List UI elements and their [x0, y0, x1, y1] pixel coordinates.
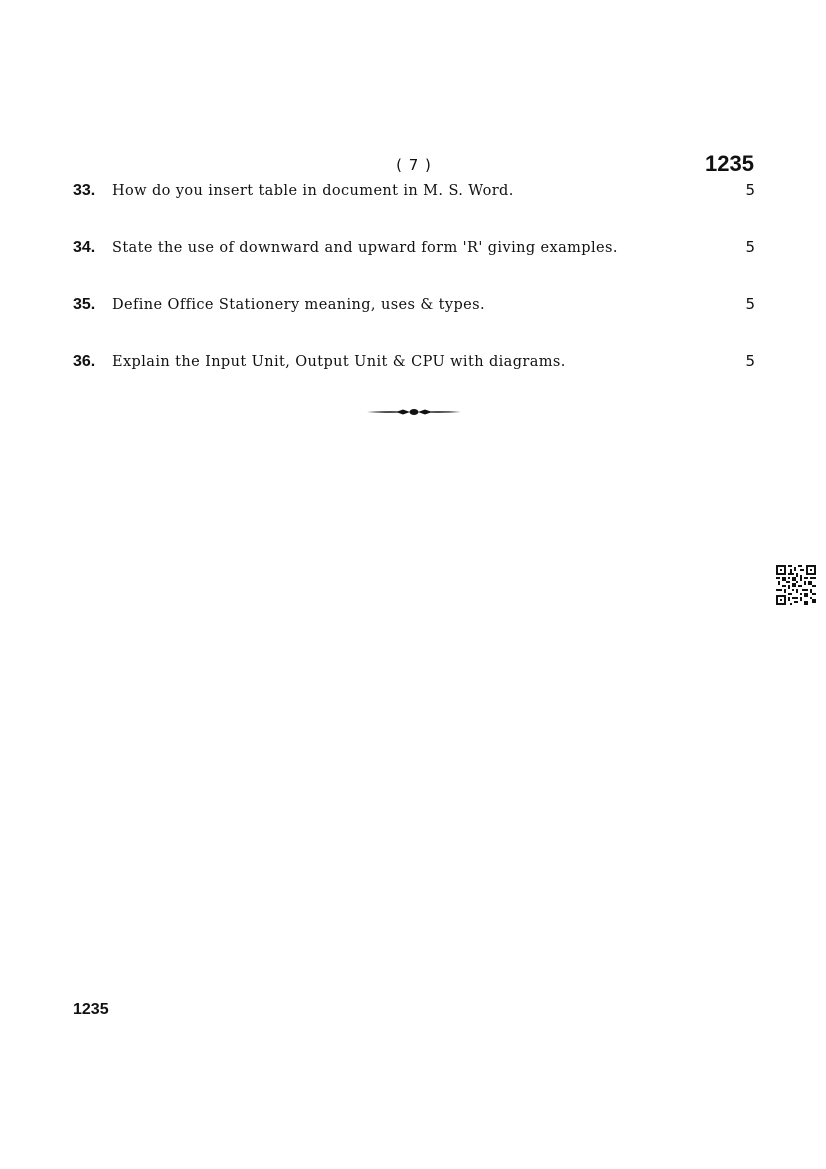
question-text: State the use of downward and upward form 'R' giving examples. — [112, 240, 618, 256]
paper-code-bottom: 1235 — [73, 1001, 109, 1018]
question-number: 36. — [73, 353, 96, 370]
question-marks: 5 — [745, 238, 755, 256]
question-number: 35. — [73, 296, 96, 313]
question-item — [73, 295, 755, 317]
question-marks: 5 — [745, 352, 755, 370]
question-item — [73, 181, 755, 203]
question-number: 34. — [73, 239, 96, 256]
question-text: How do you insert table in document in M. S. Word. — [112, 183, 514, 199]
qr-code-icon — [776, 565, 816, 609]
question-number: 33. — [73, 182, 96, 199]
question-item — [73, 352, 755, 374]
question-text: Define Office Stationery meaning, uses & types. — [112, 297, 486, 313]
question-text: Explain the Input Unit, Output Unit & CPU with diagrams. — [112, 354, 566, 370]
question-marks: 5 — [745, 181, 755, 199]
ornamental-divider-icon — [366, 404, 462, 423]
paper-code-top: 1235 — [705, 151, 754, 176]
question-item — [73, 238, 755, 260]
question-marks: 5 — [745, 295, 755, 313]
page-number: ( 7 ) — [396, 156, 432, 174]
